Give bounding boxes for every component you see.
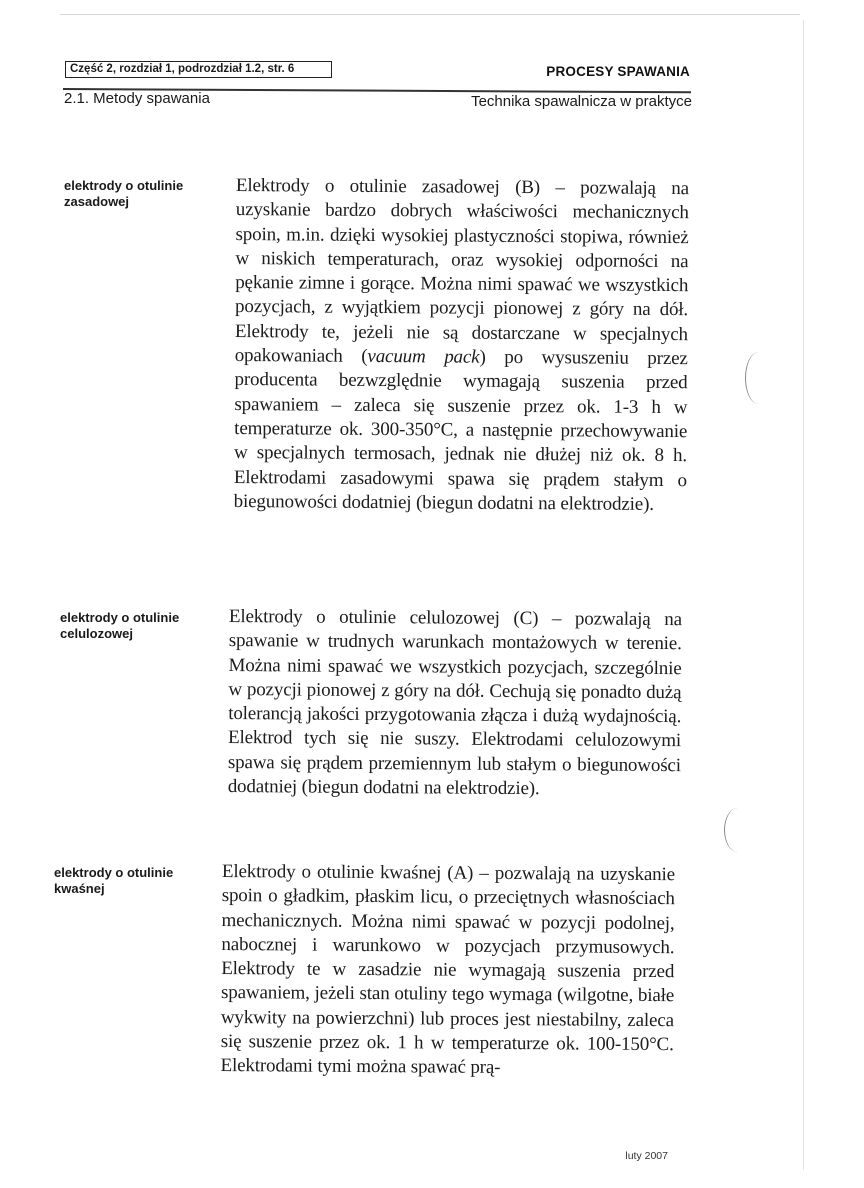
header-chapter-reference: Część 2, rozdział 1, podrozdział 1.2, str. 6 bbox=[65, 61, 332, 78]
scan-edge-right bbox=[803, 20, 804, 1170]
scan-artifact-arc bbox=[745, 352, 772, 404]
scan-edge-top bbox=[60, 14, 800, 15]
header-book-title: Technika spawalnicza w praktyce bbox=[471, 93, 692, 110]
paragraph-emphasis: vacuum pack bbox=[367, 346, 480, 368]
body-paragraph: Elektrody o otulinie kwaśnej (A) – pozwalają na uzyskanie spoin o gładkim, płaskim licu, o przeciętnych własnościach mechanicznych. Można nimi spawać w pozycji podolnej, nabocznej i warunkowo w pozycjach przymusowych. Elektrody te w zasadzie nie wymagają suszenia przed spawaniem, jeżeli stan otuliny tego wymaga (wilgotne, białe wykwity na powierzchni) lub proces jest niestabilny, zaleca się suszenie przez ok. 1 h w temperaturze ok. 100-150°C. Elektrodami tymi można spawać prą- bbox=[220, 861, 675, 1079]
paragraph-text: Elektrody o otulinie zasadowej (B) – pozwalają na uzyskanie bardzo dobrych właściwości mechanicznych spoin, m.in. dzięki wysokiej plastyczności stopiwa, również w niskich temperaturach, oraz wysokiej odporności na pękanie zimne i gorące. Można nimi spawać we wszystkich pozycjach, z wyjątkiem pozycji pionowej z góry na dół. Elektrody te, jeżeli nie są dostarczane w specjalnych opakowaniach ( bbox=[234, 174, 689, 367]
body-paragraph bbox=[234, 174, 689, 517]
footer-date: luty 2007 bbox=[625, 1150, 668, 1162]
margin-label: elektrody o otulinie celulozowej bbox=[60, 610, 180, 641]
paragraph-text: ) po wysuszeniu przez producenta bezwzględnie wymagają suszenia przed spawaniem – zaleca się suszenie przez ok. 1-3 h w temperaturze ok. 300-350°C, a następnie przechowywanie w specjalnych termosach, jednak nie dłużej niż ok. 8 h. Elektrodami zasadowymi spawa się prądem stałym o biegunowości dodatniej (biegun dodatni na elektrodzie). bbox=[233, 346, 688, 515]
header-title: PROCESY SPAWANIA bbox=[546, 64, 690, 79]
margin-label: elektrody o otulinie kwaśnej bbox=[54, 865, 174, 896]
margin-label: elektrody o otulinie zasadowej bbox=[64, 178, 184, 209]
header-section: 2.1. Metody spawania bbox=[64, 90, 210, 107]
scan-artifact-arc bbox=[724, 808, 751, 852]
body-paragraph: Elektrody o otulinie celulozowej (C) – pozwalają na spawanie w trudnych warunkach montażowych w terenie. Można nimi spawać we wszystkich pozycjach, szczególnie w pozycji pionowej z góry na dół. Cechują się ponadto dużą tolerancją jakości przygotowania złącza i dużą wydajnością. Elektrod tych się nie suszy. Elektrodami celulozowymi spawa się prądem przemiennym lub stałym o biegunowości dodatniej (biegun dodatni na elektrodzie). bbox=[227, 606, 682, 800]
